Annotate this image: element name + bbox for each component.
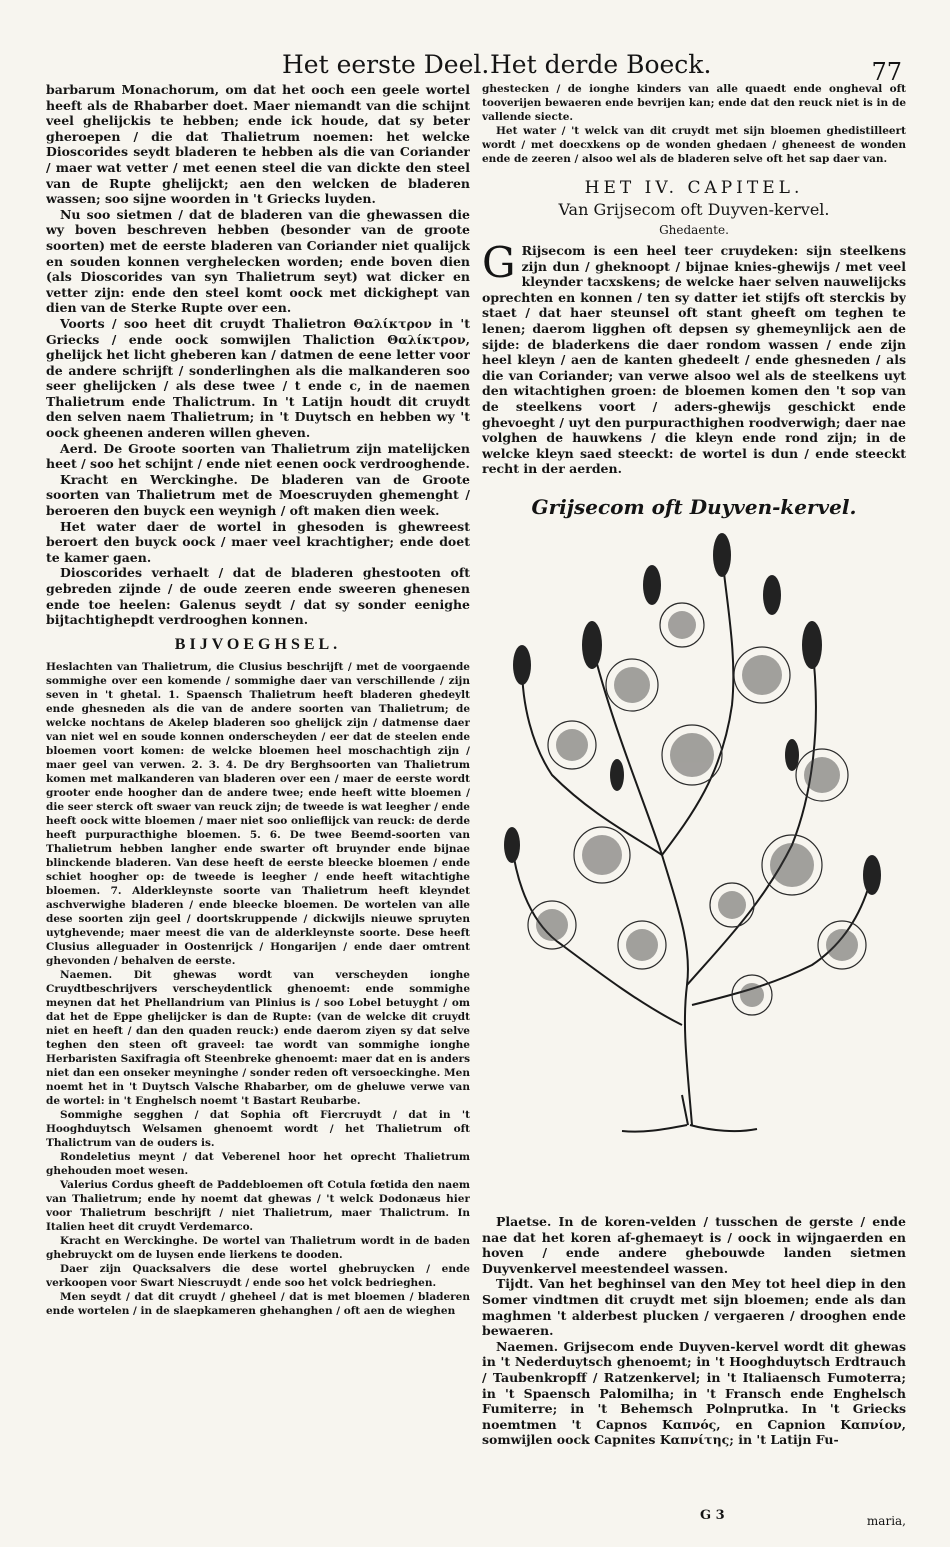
paragraph: ghestecken / de ionghe kinders van alle quaedt ende ongheval oft tooverijen bewaeren ende bevrijen kan; ende dat den reuck niet is in de vallende siecte.: [482, 83, 906, 123]
paragraph: Daer zijn Quacksalvers die dese wortel ghebruycken / ende verkoopen voor Swart Niescruydt / ende soo het volck bedrieghen.: [46, 1262, 470, 1289]
page-number: 77: [871, 58, 902, 86]
paragraph: Het water / 't welck van dit cruydt met sijn bloemen ghedistilleert wordt / met doecxkens op de wonden ghedaen / gheneest de wonden ende de zeeren / alsoo wel als de bladeren selve oft het sap daer van.: [482, 125, 906, 165]
paragraph: Rondeletius meynt / dat Veberenel hoor het oprecht Thalietrum ghehouden moet wesen.: [46, 1150, 470, 1177]
paragraph: Naemen. Dit ghewas wordt van verscheyden ionghe Cruydtbeschrijvers verscheydentlick ghenoemt: ende sommighe meynen dat het Phellandrium van Plinius is / soo Lobel betuyght / om dat het de Eppe ghelijcker is dan de Rupte: (van de welcke dit cruydt niet en heeft / dan den quaden reuck:) ende daerom ziyen sy dat selve teghen den steen oft graveel: tae wordt van sommighe ionghe Herbaristen Saxifragia oft Steenbreke ghenoemt: maer dat en is anders niet dan een onseker meyninghe / sonder reden oft versoeckinghe. Men noemt het in 't Duytsch Valsche Rhabarber, om de gheluwe verwe van de wortel: in 't Enghelsch noemt 't Bastart Reubarbe.: [46, 968, 470, 1107]
paragraph: Kracht en Werckinghe. De bladeren van de Groote soorten van Thalietrum met de Moescruyden ghemenght / beroeren den buyck een weynigh / oft maken dien week.: [46, 471, 470, 519]
header-left: Het eerste Deel.: [282, 50, 490, 79]
paragraph: barbarum Monachorum, om dat het ooch een geele wortel heeft als de Rhabarber doet. Maer niemandt van die schijnt veel ghelijckis te hebben; ende ick houde, dat sy beter gheroepen / die dat Thalietrum noemen: het welcke Dioscorides seydt bladeren te hebben als die van Coriander / maer wat vetter / met eenen steel die van dickte den steel van de Rupte ghelijckt; aen den welcken de bladeren wassen; soo sijne woorden in 't Griecks luyden.: [46, 82, 470, 207]
paragraph: Het water daer de wortel in ghesoden is ghewreest beroert den buyck oock / maer veel krachtigher; ende doet te kamer gaen.: [46, 518, 470, 565]
chapter-subheading: Ghedaente.: [659, 223, 729, 237]
paragraph: Men seydt / dat dit cruydt / gheheel / dat is met bloemen / bladeren ende wortelen / in de slaepkameren ghehanghen / oft aen de wieghen: [46, 1290, 470, 1317]
paragraph: Sommighe segghen / dat Sophia oft Fiercruydt / dat in 't Hooghduytsch Welsamen ghenoemt wordt / het Thalietrum oft Thalictrum van de ouders is.: [46, 1108, 470, 1149]
paragraph: Kracht en Werckinghe. De wortel van Thalietrum wordt in de baden ghebruyckt om de luysen ende lierkens te dooden.: [46, 1234, 470, 1261]
chapter-heading: HET IV. CAPITEL.: [584, 178, 804, 198]
drop-cap: G: [482, 238, 516, 287]
paragraph: Dioscorides verhaelt / dat de bladeren ghestooten oft gebreden zijnde / de oude zeeren ende sweeren ghenesen ende toe heelen: Galenus seydt / dat sy sonder eenighe bijtachtighepdt verdrooghen konnen.: [46, 565, 470, 628]
plant-illustration: [492, 525, 892, 1135]
plant-woodcut: [482, 525, 906, 1145]
paragraph: Heslachten van Thalietrum, die Clusius beschrijft / met de voorgaende sommighe over een komende / sommighe daer van verschillende / zijn seven in 't ghetal. 1. Spaensch Thalietrum heeft bladeren ghedeylt ende ghesneden als die van de andere soorten van Thalietrum; de welcke nochtans de Akelep bladeren soo ghelijck zijn / datmense daer van niet wel en soude konnen onderscheyden / eer dat de steelen ende bloemen voort komen: de welcke bloemen heel moschachtigh zijn / maer geel van verwen. 2. 3. 4. De dry Berghsoorten van Thalietrum komen met malkanderen van bladeren over een / maer de eerste wordt grooter ende hoogher dan de andere twee; ende heeft witte bloemen / die seer sterck oft swaer van reuck zijn; de tweede is wat leegher / ende heeft oock witte bloemen / maer niet soo onlieflijck van reuck: de derde heeft purpuracthighe bloemen. 5. 6. De twee Beemd-soorten van Thalietrum hebben langher ende swarter oft bruynder ende bijnae blinckende bladeren. Van dese heeft de eerste bleecke bloemen / ende schiet hoogher op: de tweede is leegher / ende heeft witachtighe bloemen. 7. Alderkleynste soorte van Thalietrum heeft kleyndet aschverwighe bladeren / ende bleecke bloemen. De wortelen van alle dese soorten zijn geel / doortskruppende / dickwijls nieuwe spruyten uytghevende; maer meest die van de alderkleynste soorte. Dese heeft Clusius alleguader in Oostenrijck / Hongarijen / ende daer omtrent ghevonden / behalven de eerste.: [46, 660, 470, 967]
paragraph: Aerd. De Groote soorten van Thalietrum zijn matelijcken heet / soo het schijnt / ende niet eenen oock verdrooghende.: [46, 440, 470, 472]
right-lower-text: [482, 1214, 906, 1448]
paragraph: [482, 238, 906, 477]
catchword: maria,: [866, 1514, 906, 1528]
left-column: [46, 82, 470, 1522]
paragraph-text: Rijsecom is een heel teer cruydeken: sijn steelkens zijn dun / gheknoopt / bijnae knies-ghewijs / met veel kleynder tacxskens; de welcke haer selven nauwelijcks oprechten en konnen / ten sy datter iet stijfs oft sterckis by staet / dat haer steunsel oft stant gheeft om teghen te lenen; daerom ligghen oft depsen sy ghemeynlijck aen de sijde: de bladerkens die daer rondom wassen / ende zijn heel kleyn / aen de kanten ghedeelt / ende ghesneden / als die van Coriander; van verwe alsoo wel als de steelkens uyt den witachtighen groen: de bloemen komen den 't sop van de steelkens voort / aders-ghewijs geschickt ende ghevoeght / uyt den purpuracthighen roodverwigh; daer nae volghen de hauwkens / die kleyn ende rond zijn; in de welcke kleyn saed steeckt: de wortel is dun / ende steeckt recht in der aerden.: [482, 243, 906, 477]
paragraph: Naemen. Grijsecom ende Duyven-kervel wordt dit ghewas in 't Nederduytsch ghenoemt; in 't Hooghduytsch Erdtrauch / Taubenkropff / Ratzenkervel; in 't Italiaensch Fumoterra; in 't Spaensch Palomilha; in 't Fransch ende Enghelsch Fumiterre; in 't Behemsch Polnprutka. In 't Griecks noemtmen 't Capnos Καπνός, en Capnion Καπνίον, somwijlen oock Capnites Καπνίτης; in 't Latijn Fu-: [482, 1338, 906, 1448]
paragraph: Nu soo sietmen / dat de bladeren van die ghewassen die wy boven beschreven hebben (besonder van de groote soorten) met de eerste bladeren van Coriander niet qualijck en souden konnen verghelecken worden; ende boven dien (als Dioscorides van syn Thalietrum seyt) wat dicker en vetter zijn: ende den steel komt oock met dickighept van dien van de Sterke Rupte over een.: [46, 206, 470, 316]
paragraph: Voorts / soo heet dit cruydt Thalietron Θαλίκτρον in 't Griecks / ende oock somwijlen Thaliction Θαλίκτρον, ghelijck het licht gheberen kan / datmen de eene letter voor de andere schrijft / sonderlinghen als die malkanderen soo seer ghelijcken / als dese twee / t ende c, in de naemen Thalietrum ende Thalictrum. In 't Latijn houdt dit cruydt den selven naem Thalietrum; in 't Duytsch en hebben wy 't oock gheenen anderen willen gheven.: [46, 315, 470, 441]
paragraph: Valerius Cordus gheeft de Paddebloemen oft Cotula fœtida den naem van Thalietrum; ende hy noemt dat ghewas / 't welck Dodonæus hier voor Thalietrum beschrijft / niet Thalietrum, maer Thalictrum. In Italien heet dit cruydt Verdemarco.: [46, 1178, 470, 1233]
signature-mark: G 3: [700, 1508, 725, 1523]
header-right: Het derde Boeck.: [490, 50, 712, 79]
running-header: [0, 50, 950, 86]
paragraph: Tijdt. Van het beghinsel van den Mey tot heel diep in den Somer vindtmen dit cruydt met sijn bloemen; ende als dan maghmen 't alderbest plucken / vergaeren / drooghen ende bewaeren.: [482, 1276, 906, 1339]
figure-caption: Grijsecom oft Duyven-kervel.: [531, 494, 857, 519]
section-heading: BIJVOEGHSEL.: [174, 635, 342, 653]
chapter-subtitle: Van Grijsecom oft Duyven-kervel.: [558, 200, 830, 219]
paragraph: Plaetse. In de koren-velden / tusschen de gerste / ende nae dat het koren af-ghemaeyt is / oock in wijngaerden en hoven / ende andere ghebouwde landen sietmen Duyvenkervel meestendeel wassen.: [482, 1214, 906, 1276]
